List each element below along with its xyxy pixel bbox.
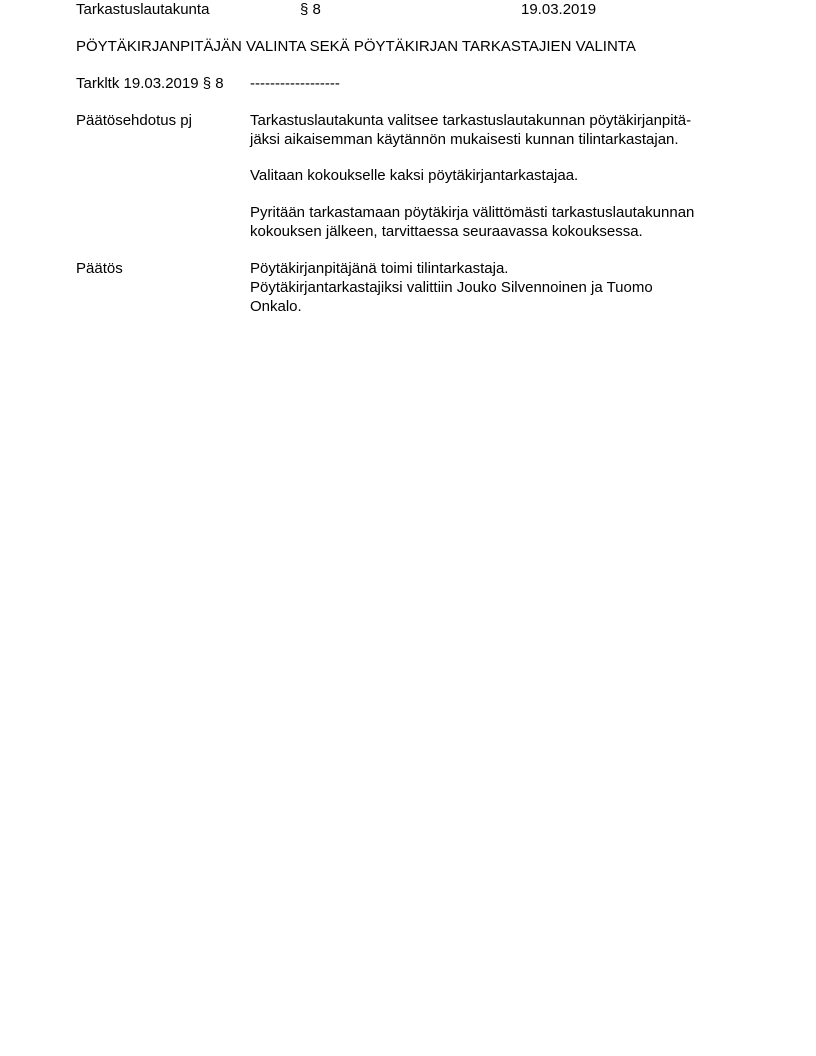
header-date: 19.03.2019 xyxy=(521,1,597,18)
proposal-paragraph-3-line-2: kokouksen jälkeen, tarvittaessa seuraavassa kokouksessa. xyxy=(250,223,643,240)
proposal-paragraph-2-line-1: Valitaan kokoukselle kaksi pöytäkirjantarkastajaa. xyxy=(250,167,579,184)
reference-label: Tarkltk 19.03.2019 § 8 xyxy=(76,75,224,92)
header-body-name: Tarkastuslautakunta xyxy=(76,1,210,18)
decision-line-2: Pöytäkirjantarkastajiksi valittiin Jouko Silvennoinen ja Tuomo xyxy=(250,279,653,296)
decision-text xyxy=(250,259,730,316)
decision-label: Päätös xyxy=(76,260,123,277)
proposal-paragraph-2 xyxy=(250,166,730,185)
proposal-paragraph-1 xyxy=(250,111,730,149)
agenda-item-title: PÖYTÄKIRJANPITÄJÄN VALINTA SEKÄ PÖYTÄKIRJAN TARKASTAJIEN VALINTA xyxy=(76,38,636,55)
proposal-paragraph-1-line-2: jäksi aikaisemman käytännön mukaisesti kunnan tilintarkastajan. xyxy=(250,131,679,148)
proposal-paragraph-1-line-1: Tarkastuslautakunta valitsee tarkastuslautakunnan pöytäkirjanpitä- xyxy=(250,112,692,129)
proposal-label: Päätösehdotus pj xyxy=(76,112,192,129)
header-section-number: § 8 xyxy=(300,1,321,18)
proposal-paragraph-3-line-1: Pyritään tarkastamaan pöytäkirja välittömästi tarkastuslautakunnan xyxy=(250,204,695,221)
reference-separator: ------------------ xyxy=(250,75,340,92)
decision-line-3: Onkalo. xyxy=(250,298,302,315)
proposal-paragraph-3 xyxy=(250,203,730,241)
decision-line-1: Pöytäkirjanpitäjänä toimi tilintarkastaja. xyxy=(250,260,509,277)
